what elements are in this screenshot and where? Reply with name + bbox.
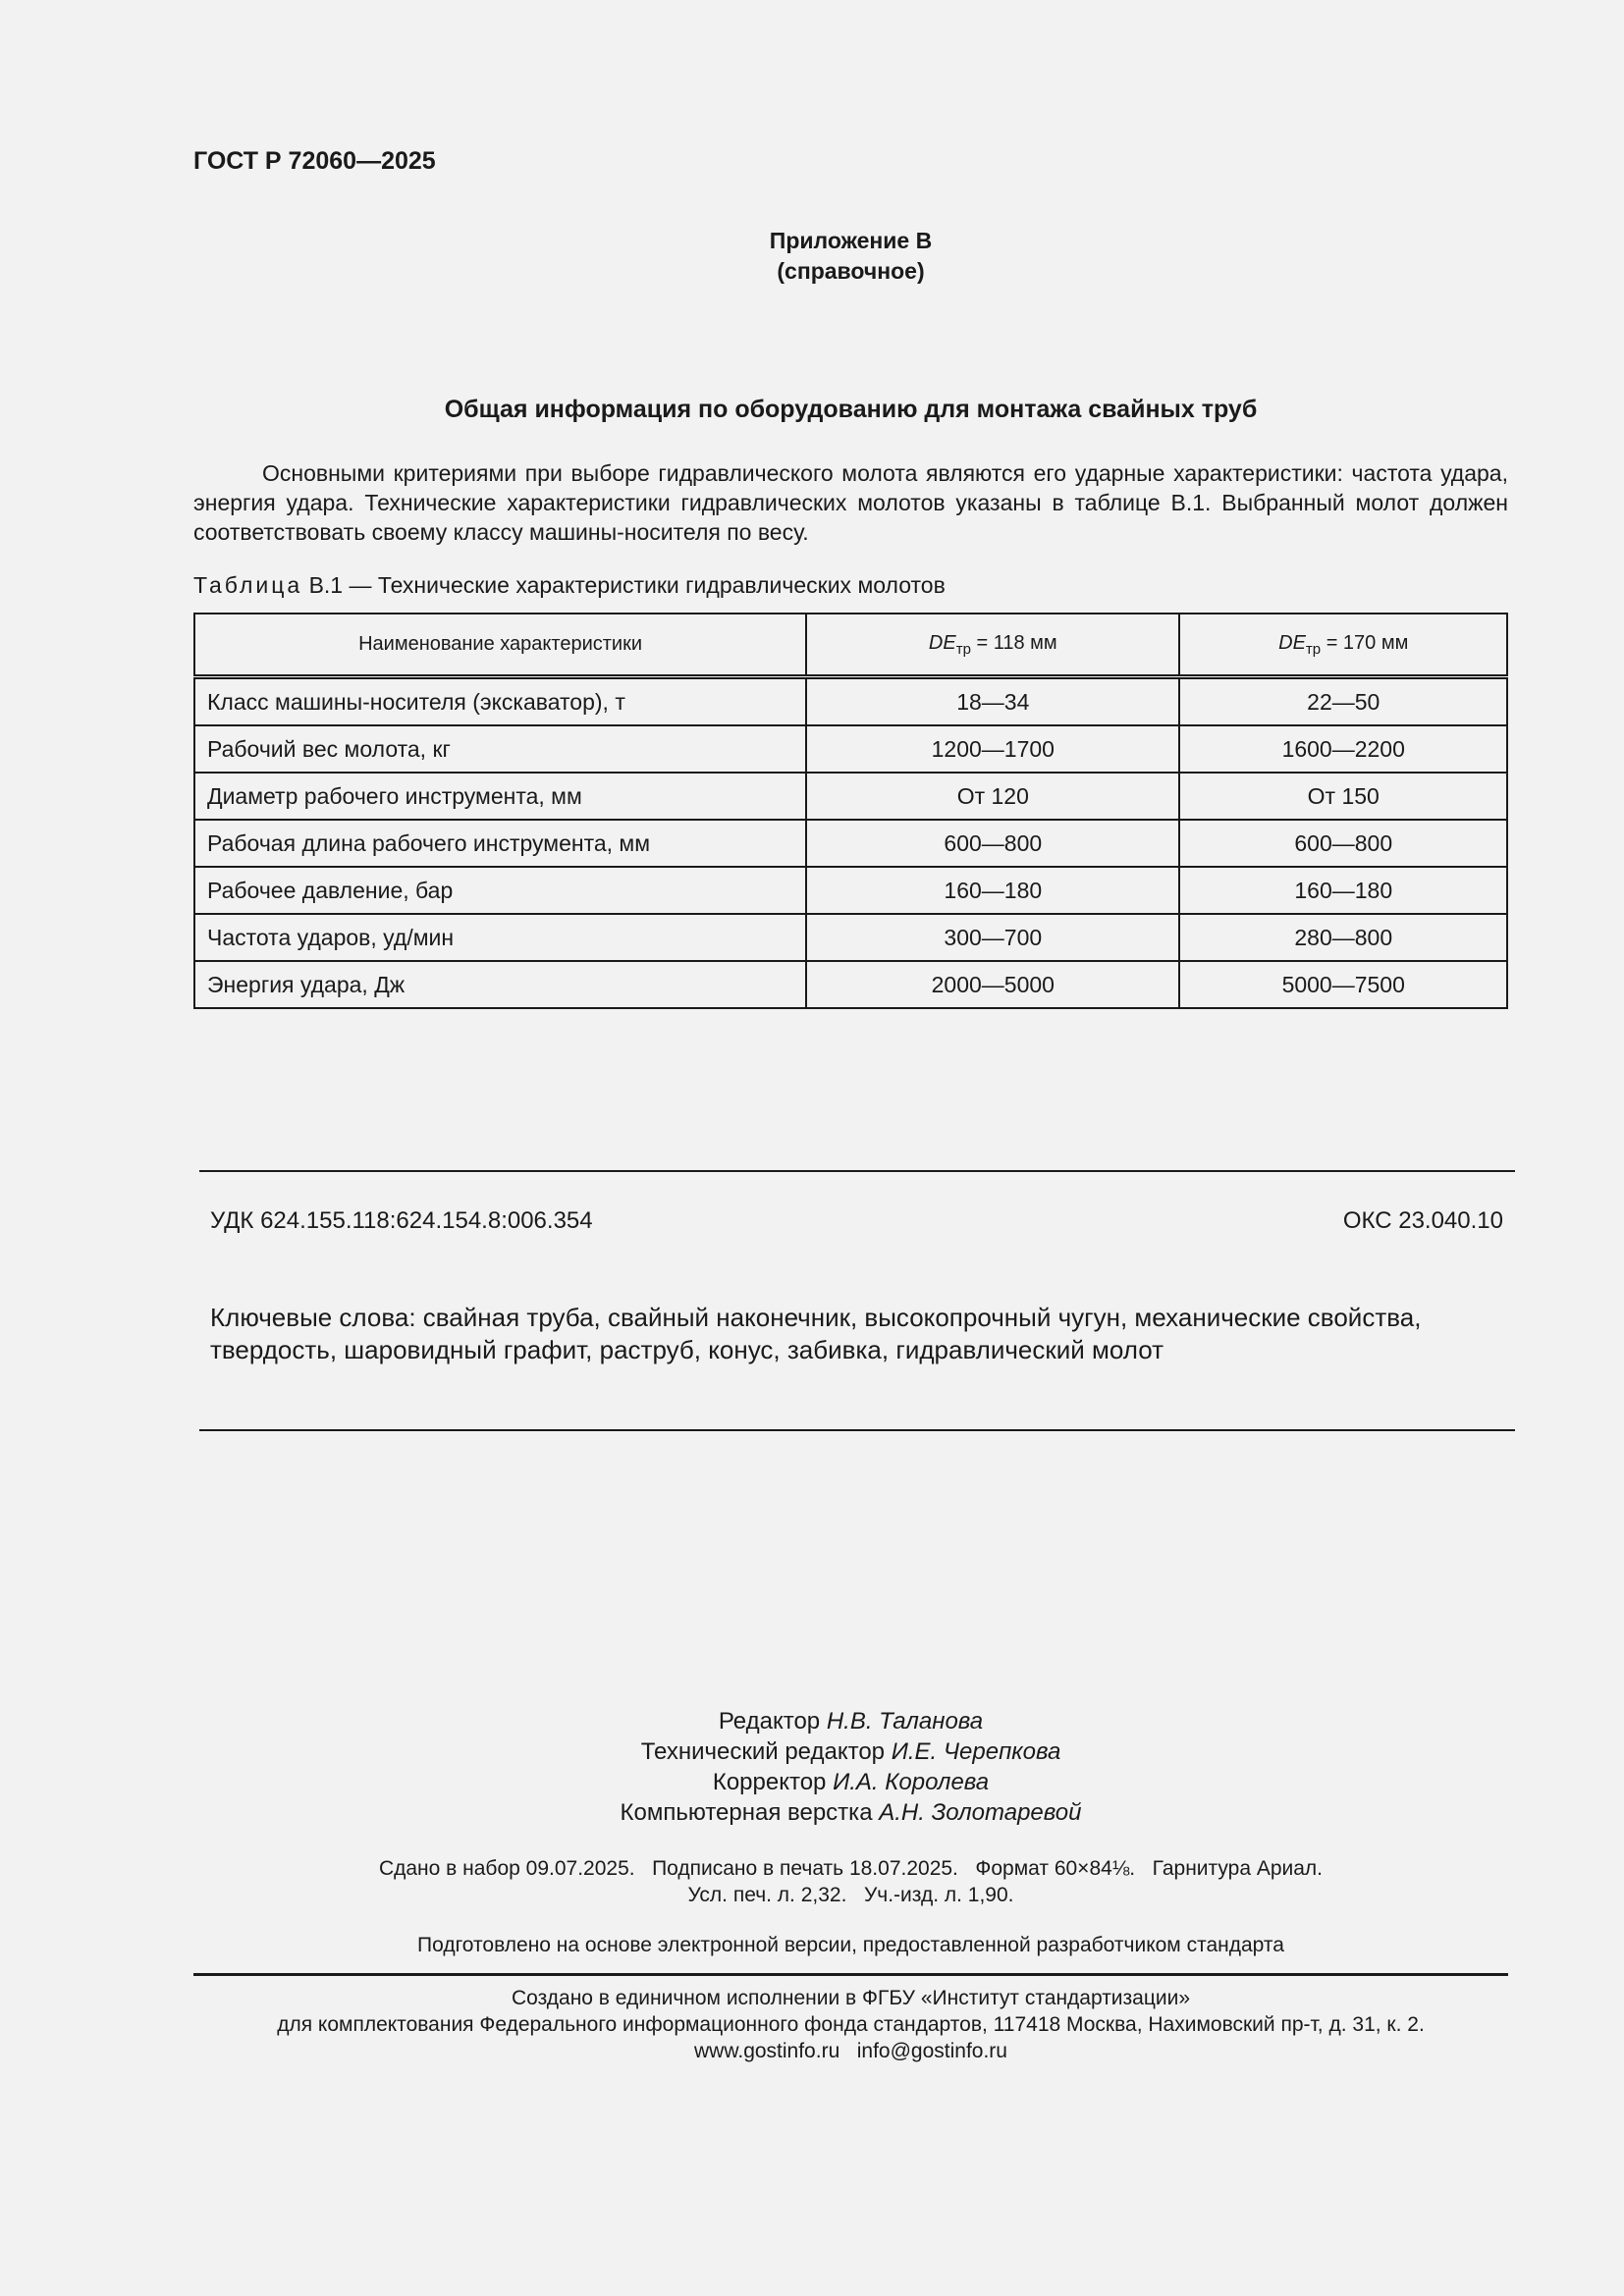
appendix-type: (справочное) — [777, 258, 925, 284]
row-name: Энергия удара, Дж — [194, 961, 806, 1008]
table-caption-prefix: Таблица — [193, 572, 303, 598]
credit-role: Корректор — [712, 1769, 834, 1795]
row-value-118: 160—180 — [806, 867, 1179, 914]
row-value-170: 22—50 — [1179, 677, 1507, 726]
table-row — [194, 820, 1507, 867]
table-caption-text: В.1 — Технические характеристики гидравлических молотов — [302, 572, 946, 598]
footer-links: www.gostinfo.ru info@gostinfo.ru — [694, 2040, 1007, 2062]
header-de-118-main: DE — [928, 631, 956, 654]
credit-role: Компьютерная верстка — [620, 1799, 880, 1826]
row-name: Частота ударов, уд/мин — [194, 914, 806, 961]
credit-role: Технический редактор — [640, 1738, 892, 1765]
header-de-118-sub: тр — [955, 640, 971, 658]
section-title: Общая информация по оборудованию для монтажа свайных труб — [444, 396, 1258, 423]
document-code: ГОСТ Р 72060—2025 — [193, 147, 436, 175]
credit-person: И.Е. Черепкова — [891, 1738, 1061, 1765]
credit-role: Редактор — [718, 1708, 827, 1735]
spec-table — [193, 613, 1508, 1009]
table-header-row — [194, 614, 1507, 677]
footer-divider — [193, 1973, 1508, 1976]
table-row — [194, 677, 1507, 726]
header-de-170-main: DE — [1278, 631, 1306, 654]
credit-tech-editor — [0, 1736, 1624, 1767]
row-name: Рабочий вес молота, кг — [194, 725, 806, 773]
table-row — [194, 867, 1507, 914]
credit-editor — [0, 1706, 1624, 1736]
row-value-118: 300—700 — [806, 914, 1179, 961]
row-value-170: 160—180 — [1179, 867, 1507, 914]
spec-table-container — [193, 613, 1508, 1009]
row-value-170: 280—800 — [1179, 914, 1507, 961]
intro-paragraph: Основными критериями при выборе гидравлического молота являются его ударные характеристики: частота удара, энергия удара. Технические характеристики гидравлических молотов указаны в таблице В.1. Выбранный молот должен соответствовать своему классу машины-носителя по весу. — [193, 460, 1508, 545]
row-value-118: 2000—5000 — [806, 961, 1179, 1008]
table-caption — [193, 572, 946, 599]
table-row — [194, 725, 1507, 773]
credit-layout — [0, 1797, 1624, 1828]
bottom-divider — [199, 1429, 1515, 1431]
row-value-118: От 120 — [806, 773, 1179, 820]
keywords: Ключевые слова: свайная труба, свайный наконечник, высокопрочный чугун, механические свойства, твердость, шаровидный графит, раструб, конус, забивка, гидравлический молот — [210, 1303, 1422, 1364]
imprint-line: Сдано в набор 09.07.2025. Подписано в печать 18.07.2025. Формат 60×84⅛. Гарнитура Ариал. — [378, 1857, 1324, 1880]
header-de-170 — [1179, 614, 1507, 677]
credit-proofreader — [0, 1767, 1624, 1797]
header-name: Наименование характеристики — [194, 614, 806, 677]
credit-person: А.Н. Золотаревой — [879, 1799, 1082, 1826]
header-de-170-value: = 170 мм — [1321, 631, 1409, 654]
header-de-118-value: = 118 мм — [970, 631, 1057, 654]
appendix-title: Приложение В — [769, 228, 933, 253]
table-row — [194, 773, 1507, 820]
imprint-line: Усл. печ. л. 2,32. Уч.-изд. л. 1,90. — [687, 1884, 1014, 1906]
row-value-170: 600—800 — [1179, 820, 1507, 867]
footer-block — [0, 1985, 1624, 2064]
row-value-118: 18—34 — [806, 677, 1179, 726]
row-value-170: 1600—2200 — [1179, 725, 1507, 773]
top-divider — [199, 1170, 1515, 1172]
credit-person: И.А. Королева — [833, 1769, 990, 1795]
credit-person: Н.В. Таланова — [826, 1708, 984, 1735]
row-name: Диаметр рабочего инструмента, мм — [194, 773, 806, 820]
row-value-170: От 150 — [1179, 773, 1507, 820]
imprint-block — [0, 1855, 1624, 1908]
row-name: Рабочее давление, бар — [194, 867, 806, 914]
udk-code: УДК 624.155.118:624.154.8:006.354 — [210, 1207, 593, 1234]
header-de-170-sub: тр — [1305, 640, 1322, 658]
footer-line: для комплектования Федерального информационного фонда стандартов, 117418 Москва, Нахимовский пр-т, д. 31, к. 2. — [277, 2013, 1425, 2036]
row-value-118: 600—800 — [806, 820, 1179, 867]
row-value-118: 1200—1700 — [806, 725, 1179, 773]
table-row — [194, 914, 1507, 961]
oks-code: ОКС 23.040.10 — [1342, 1207, 1503, 1234]
credits-block — [0, 1706, 1624, 1828]
row-value-170: 5000—7500 — [1179, 961, 1507, 1008]
row-name: Рабочая длина рабочего инструмента, мм — [194, 820, 806, 867]
prepared-note: Подготовлено на основе электронной версии, предоставленной разработчиком стандарта — [417, 1934, 1284, 1956]
footer-line: Создано в единичном исполнении в ФГБУ «Институт стандартизации» — [511, 1987, 1191, 2009]
header-de-118 — [806, 614, 1179, 677]
appendix-heading — [0, 226, 1624, 287]
table-row — [194, 961, 1507, 1008]
row-name: Класс машины-носителя (экскаватор), т — [194, 677, 806, 726]
